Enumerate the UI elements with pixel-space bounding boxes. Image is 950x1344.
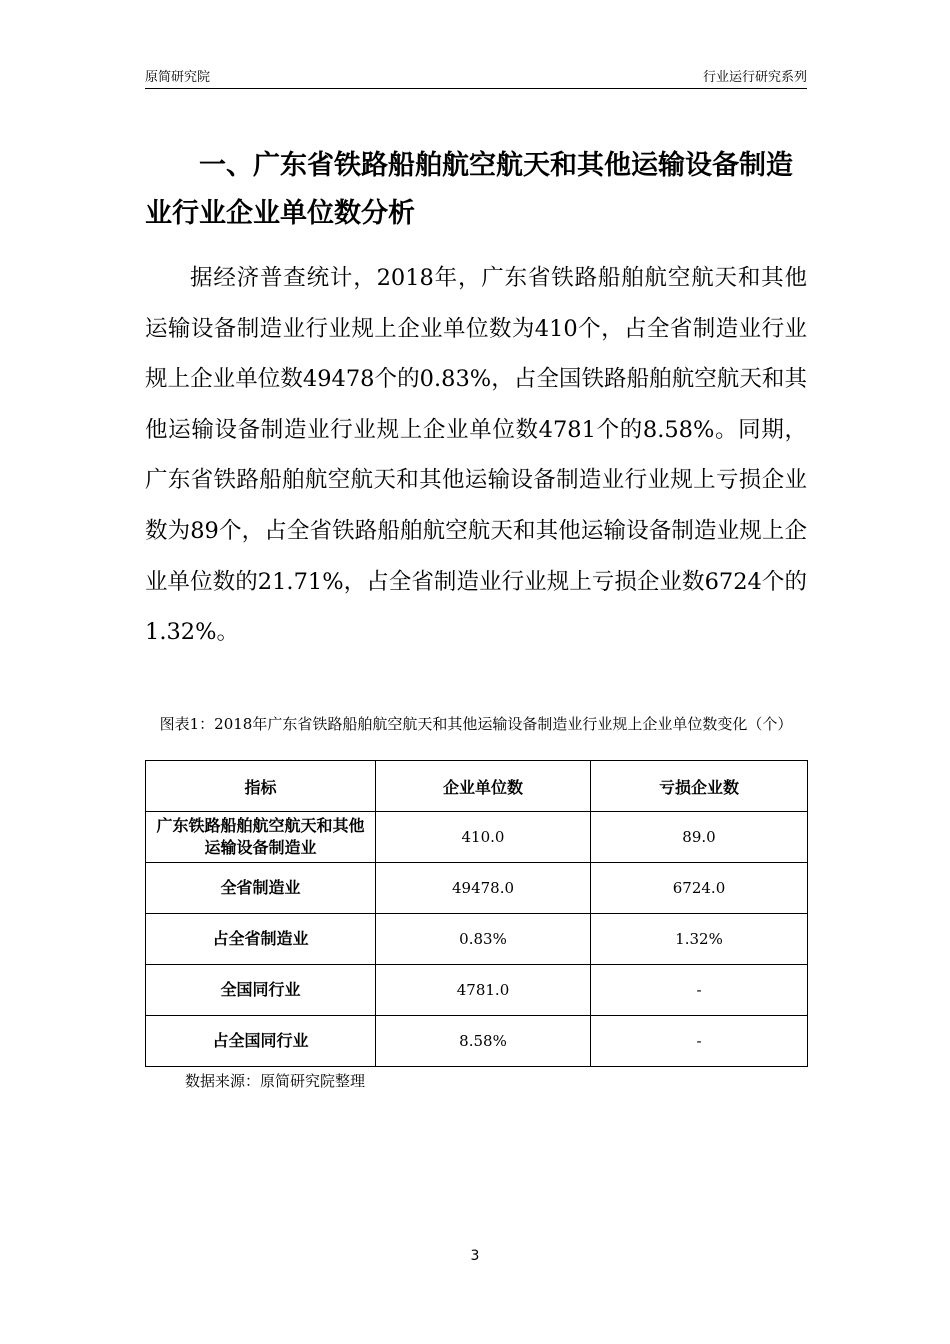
loss-count-cell: 6724.0 (591, 863, 808, 914)
table-row (146, 863, 808, 914)
enterprise-count-cell: 0.83% (376, 914, 591, 965)
loss-count-cell: 1.32% (591, 914, 808, 965)
loss-count-cell: - (591, 1016, 808, 1067)
table-row (146, 812, 808, 863)
enterprise-count-cell: 49478.0 (376, 863, 591, 914)
page-header (145, 66, 807, 89)
enterprise-count-cell: 410.0 (376, 812, 591, 863)
column-header-indicator: 指标 (146, 761, 376, 812)
data-table (145, 760, 808, 1067)
table-caption: 图表1：2018年广东省铁路船舶航空航天和其他运输设备制造业行业规上企业单位数变化（个） (159, 715, 793, 733)
header-org-name: 原简研究院 (145, 70, 211, 85)
column-header-enterprise-count: 企业单位数 (376, 761, 591, 812)
table-row (146, 914, 808, 965)
page-number: 3 (470, 1248, 480, 1264)
table-row (146, 1016, 808, 1067)
row-label: 占全省制造业 (146, 914, 376, 965)
body-paragraph: 据经济普查统计，2018年，广东省铁路船舶航空航天和其他运输设备制造业行业规上企业单位数为410个，占全省制造业行业规上企业单位数49478个的0.83%，占全国铁路船舶航空航天和其他运输设备制造业行业规上企业单位数4781个的8.58%。同期，广东省铁路船舶航空航天和其他运输设备制造业行业规上亏损企业数为89个，占全省铁路船舶航空航天和其他运输设备制造业规上企业单位数的21.71%，占全省制造业行业规上亏损企业数6724个的1.32%。 (145, 265, 807, 646)
row-label: 全省制造业 (146, 863, 376, 914)
enterprise-count-cell: 8.58% (376, 1016, 591, 1067)
enterprise-count-cell: 4781.0 (376, 965, 591, 1016)
row-label: 占全国同行业 (146, 1016, 376, 1067)
table-header-row (146, 761, 808, 812)
data-source-note: 数据来源：原简研究院整理 (185, 1072, 366, 1090)
header-series-name: 行业运行研究系列 (702, 70, 807, 85)
column-header-loss-count: 亏损企业数 (591, 761, 808, 812)
table-row (146, 965, 808, 1016)
loss-count-cell: 89.0 (591, 812, 808, 863)
row-label: 全国同行业 (146, 965, 376, 1016)
row-label: 广东铁路船舶航空航天和其他运输设备制造业 (146, 812, 376, 863)
section-title: 一、广东省铁路船舶航空航天和其他运输设备制造业行业企业单位数分析 (145, 150, 793, 229)
loss-count-cell: - (591, 965, 808, 1016)
